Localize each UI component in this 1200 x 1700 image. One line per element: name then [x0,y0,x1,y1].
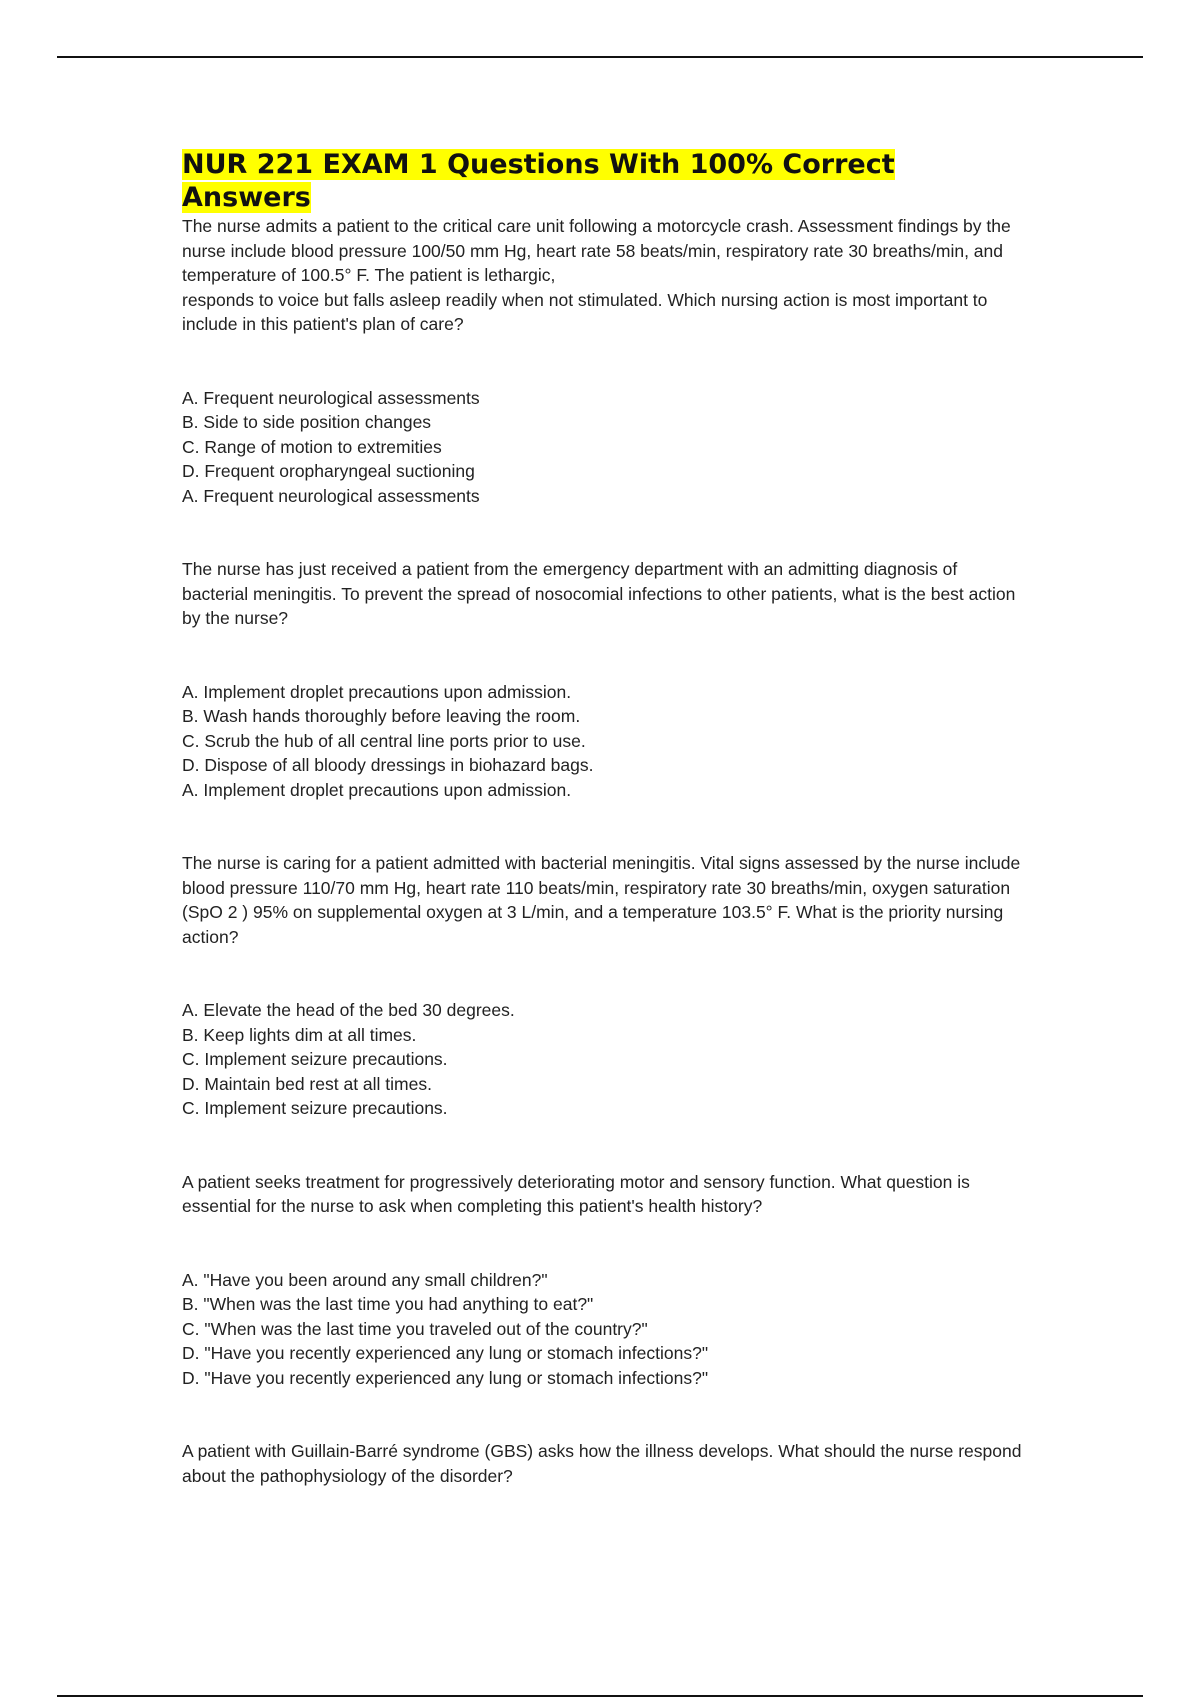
correct-answer: C. Implement seizure precautions. [182,1098,448,1118]
answer-option: A. Frequent neurological assessments [182,387,480,408]
question-block [182,851,1022,1121]
question-block [182,1439,1022,1488]
answer-option: B. "When was the last time you had anything to eat?" [182,1294,594,1314]
answer-option: C. Range of motion to extremities [182,436,442,457]
correct-answer: A. Frequent neurological assessments [182,485,480,506]
question-block [182,557,1022,802]
answer-option: D. Maintain bed rest at all times. [182,1073,432,1094]
answer-option: A. "Have you been around any small children?" [182,1269,548,1290]
answer-option: D. Frequent oropharyngeal suctioning [182,461,475,481]
question-list [182,214,1022,1488]
answer-option: D. "Have you recently experienced any lung or stomach infections?" [182,1343,709,1363]
question-text: A patient with Guillain-Barré syndrome (GBS) asks how the illness develops. What should the nurse respond about the pathophysiology of the disorder? [182,1441,1022,1486]
question-text: The nurse has just received a patient from the emergency department with an admitting diagnosis of bacterial meningitis. To prevent the spread of nosocomial infections to other patients, what is the best action by the nurse? [182,559,1016,628]
answer-option: D. Dispose of all bloody dressings in biohazard bags. [182,755,594,775]
answer-options [182,680,1022,803]
correct-answer: A. Implement droplet precautions upon admission. [182,779,572,800]
answer-option: A. Implement droplet precautions upon admission. [182,681,572,702]
document-body [182,148,1022,1537]
correct-answer: D. "Have you recently experienced any lung or stomach infections?" [182,1367,709,1388]
answer-option: C. "When was the last time you traveled out of the country?" [182,1318,648,1339]
question-text: A patient seeks treatment for progressively deteriorating motor and sensory function. What question is essential for the nurse to ask when completing this patient's health history? [182,1171,970,1216]
question-block [182,214,1022,508]
top-divider [57,56,1143,58]
answer-options [182,1268,1022,1391]
document-title: NUR 221 EXAM 1 Questions With 100% Correct Answers [182,149,895,213]
answer-options [182,998,1022,1121]
answer-option: C. Implement seizure precautions. [182,1049,448,1069]
question-block [182,1170,1022,1391]
answer-option: B. Wash hands thoroughly before leaving the room. [182,706,581,726]
answer-options [182,386,1022,509]
answer-option: B. Side to side position changes [182,412,432,432]
answer-option: B. Keep lights dim at all times. [182,1024,417,1045]
bottom-divider [57,1695,1143,1697]
question-text: The nurse admits a patient to the critical care unit following a motorcycle crash. Assessment findings by the nurse include blood pressure 100/50 mm Hg, heart rate 58 beats/min, respiratory rate 30 breaths/min, and temperature of 100.5° F. The patient is lethargic, responds to voice but falls asleep readily when not stimulated. Which nursing action is most important to include in this patient's plan of care? [182,216,1011,334]
answer-option: A. Elevate the head of the bed 30 degrees. [182,1000,515,1020]
question-text: The nurse is caring for a patient admitted with bacterial meningitis. Vital signs assessed by the nurse include blood pressure 110/70 mm Hg, heart rate 110 beats/min, respiratory rate 30 breaths/min, oxygen saturation (SpO 2 ) 95% on supplemental oxygen at 3 L/min, and a temperature 103.5° F. What is the priority nursing action? [182,853,1021,947]
answer-option: C. Scrub the hub of all central line ports prior to use. [182,730,586,751]
